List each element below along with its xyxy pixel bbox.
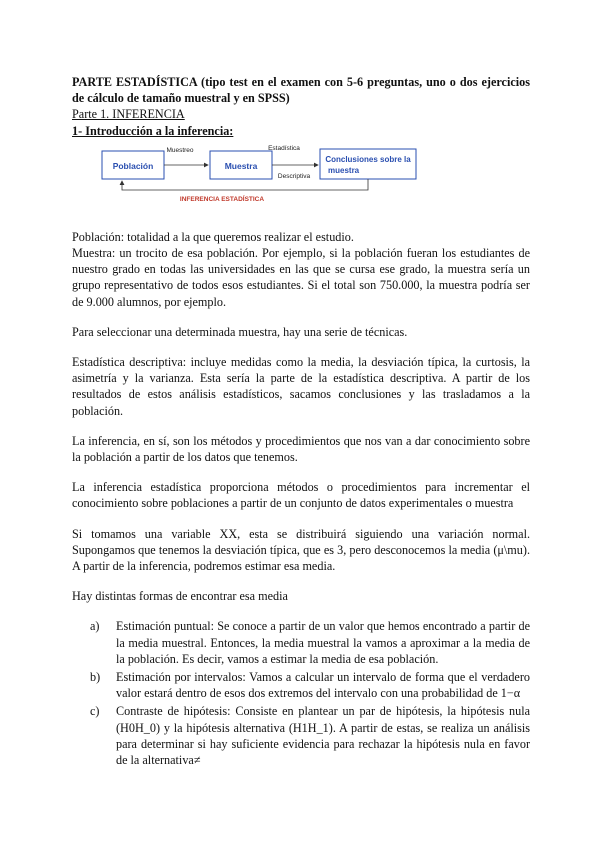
list-item xyxy=(72,669,530,701)
document-title: PARTE ESTADÍSTICA (tipo test en el examen con 5-6 preguntas, uno o dos ejercicios de cálculo de tamaño muestral y en SPSS) xyxy=(72,75,530,106)
conclusiones-label-line2: muestra xyxy=(328,165,360,175)
paragraph-variable: Si tomamos una variable XX, esta se distribuirá siguiendo una variación normal. Supongamos que tenemos la desviación típica, que es 3, pero desconocemos la media (μ\mu). A partir de la inferencia, podremos estimar esa media. xyxy=(72,526,530,574)
descriptiva-label: Descriptiva xyxy=(277,172,311,180)
list-marker: a) xyxy=(90,619,100,634)
estadistica-label: Estadística xyxy=(268,144,300,152)
inferencia-label: INFERENCIA ESTADÍSTICA xyxy=(179,195,265,203)
inference-diagram xyxy=(72,143,530,221)
paragraph-formas: Hay distintas formas de encontrar esa media xyxy=(72,589,288,604)
inference-diagram-svg xyxy=(72,143,530,221)
inferencia-arrow xyxy=(122,179,368,190)
list-item xyxy=(72,618,530,667)
methods-list xyxy=(72,618,530,768)
conclusiones-label-line1: Conclusiones sobre la xyxy=(325,154,411,164)
list-item xyxy=(72,703,530,768)
muestreo-label: Muestreo xyxy=(166,146,194,154)
paragraph-estadistica-descriptiva: Estadística descriptiva: incluye medidas como la media, la desviación típica, la curtosis, la asimetría y la varianza. Esta sería la parte de la estadística descriptiva. A partir de los resultados de estos análisis estadísticos, sacamos conclusiones y las trasladamos a la población. xyxy=(72,355,530,418)
paragraph-inferencia: La inferencia, en sí, son los métodos y procedimientos que nos van a dar conocimiento sobre la población a partir de los datos que tenemos. xyxy=(72,433,530,465)
list-text: Contraste de hipótesis: Consiste en plantear un par de hipótesis, la hipótesis nula (H0H_0) y la hipótesis alternativa (H1H_1). A partir de estas, se realiza un análisis para determinar si hay suficiente evidencia para rechazar la hipótesis nula en favor de la alternativa≠ xyxy=(116,704,530,768)
paragraph-tecnicas: Para seleccionar una determinada muestra, hay una serie de técnicas. xyxy=(72,324,408,339)
document-body xyxy=(72,74,530,770)
paragraph-poblacion: Población: totalidad a la que queremos realizar el estudio. xyxy=(72,229,354,244)
list-marker: b) xyxy=(90,670,101,685)
paragraph-inferencia-estadistica: La inferencia estadística proporciona métodos o procedimientos para incrementar el conocimiento sobre poblaciones a partir de un conjunto de datos experimentales o muestra xyxy=(72,480,530,511)
part-heading: Parte 1. INFERENCIA xyxy=(72,107,185,122)
section-heading: 1- Introducción a la inferencia: xyxy=(72,123,234,138)
poblacion-label: Población xyxy=(112,160,154,171)
list-marker: c) xyxy=(90,704,100,719)
paragraph-muestra: Muestra: un trocito de esa población. Por ejemplo, si la población fueran los estudiantes de nuestro grado en todas las universidades en las que se cursa ese grado, la muestra sería un grupo representativo de todos esos estudiantes. Si el total son 750.000, la muestra podría ser de 9.000 alumnos, por ejemplo. xyxy=(72,246,530,309)
list-text: Estimación puntual: Se conoce a partir de un valor que hemos encontrado a partir de la media muestral. Entonces, la media muestral la vamos a aproximar a la media de la población. Es decir, vamos a estimar la media de esa población. xyxy=(116,619,530,666)
list-text: Estimación por intervalos: Vamos a calcular un intervalo de forma que el verdadero valor estará dentro de esos dos extremos del intervalo con una probabilidad de 1−α xyxy=(116,670,530,701)
muestra-label: Muestra xyxy=(224,160,258,171)
